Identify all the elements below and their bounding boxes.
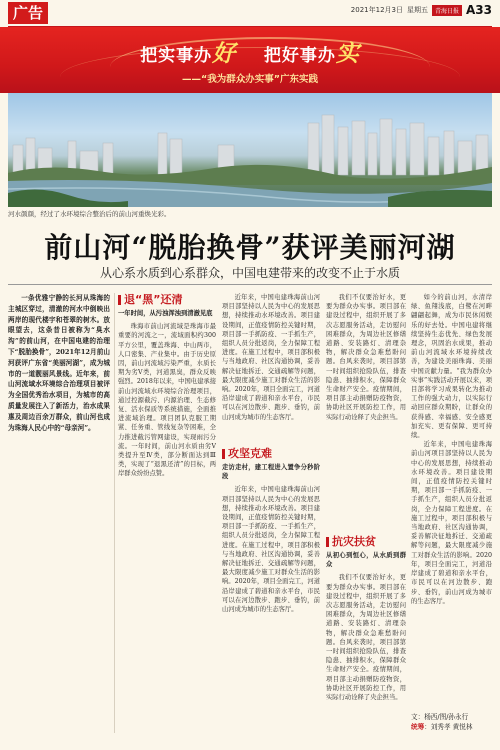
page-number: A33 <box>466 3 492 17</box>
section-title: 退“黑”还清 <box>124 293 183 306</box>
column-divider <box>114 293 115 733</box>
river-photo <box>8 93 492 207</box>
section-marker <box>326 537 329 547</box>
slogan-part: 把好事办 <box>263 46 336 66</box>
credit-names: 刘秀孝 黄悦林 <box>430 723 473 731</box>
article-column <box>222 293 320 713</box>
body-paragraph: 珠海市前山河流域是珠海市最重要的河流之一，流域面积约300平方公里，覆盖珠海、中山两市，人口密集、产业集中。由于历史原因，前山河流域污染严重，水质长期为劣Ⅴ类，河道黑臭，群众反映强烈。2018年以来，中国电建承接前山河流域水环境综合治理项目，通过控源截污、内源治理、生态修复、活水保质等系统措施，全面推进流域治理。项目团队克服工期紧、任务重、管线复杂等困难，全力推进截污管网建设，实现雨污分流。一年时间，前山河水质由劣Ⅴ类提升至Ⅳ类，部分断面达到Ⅲ类，实现了“退黑还清”的目标，两岸群众纷纷点赞。 <box>118 323 216 478</box>
lead-paragraph: 一条优雅宁静的长河从珠海的主城区穿过，清澈的河水中倒映出两岸的现代楼宇和苍翠的树木。放眼望去，这条昔日被称为“臭水沟”的前山河，在中国电建的治理下“脱胎换骨”，2021年12月前山河获评广东省“美丽河湖”，成为城市的一道靓丽风景线。近年来，前山河流域水环境综合治理项目被评为全国优秀治水项目，为城市的高质量发展注入了新活力，治水成果惠及周边百余万群众，前山河也成为珠海人民心中的“母亲河”。 <box>8 294 110 432</box>
dateline <box>351 3 492 17</box>
section-subtitle: 从初心到恒心，从水质到群众 <box>326 552 406 569</box>
banner-slogan <box>0 35 500 68</box>
section-marker <box>222 449 225 459</box>
slogan-highlight: 好 <box>212 41 237 67</box>
body-paragraph: 我们不仅要治好水，更要为群众办实事。项目部在建设过程中，组织开展了多次志愿服务活动，走访慰问困难群众，为周边社区修缮道路、安装路灯、清理杂物，解决群众急难愁盼问题。台风来袭时，项目部第一时间组织抢险队伍，排查隐患、抽排积水，保障群众生命财产安全。疫情期间，项目部主动捐赠防疫物资，协助社区开展防控工作，用实际行动诠释了央企担当。 <box>326 574 406 702</box>
article-lead <box>8 293 110 713</box>
photo-caption: 河水颜颜，经过了水环境综合整治后的前山河重焕光彩。 <box>8 210 171 218</box>
section-title: 攻坚克难 <box>228 447 272 460</box>
section-title: 抗灾扶贫 <box>332 535 376 548</box>
article-subtitle: 从心系水质到心系群众，中国电建带来的改变不止于水质 <box>99 266 400 280</box>
slogan-highlight: 实 <box>335 41 360 67</box>
section-heading <box>326 535 406 549</box>
issue-weekday: 星期五 <box>406 6 428 14</box>
section-heading <box>118 293 216 307</box>
ad-section-tag: 广告 <box>8 2 48 24</box>
body-paragraph: 近年来，中国电建珠海前山河项目部坚持以人民为中心的发展思想，持续推动水环境改善。项目建设期间，正值疫情防控关键时期，项目部一手抓防疫、一手抓生产，组织人员分批返岗，全力保障工程进度。在施工过程中，项目部积极与当地政府、社区沟通协调，妥善解决征地拆迁、交通疏解等问题，最大限度减少施工对群众生活的影响。2020年，项目全面完工，河道沿岸建成了碧道和亲水平台，市民可以在河边散步、跑步、垂钓，前山河成为城市的生态客厅。 <box>411 441 492 605</box>
article-column <box>326 293 406 713</box>
body-paragraph: 近年来，中国电建珠海前山河项目部坚持以人民为中心的发展思想，持续推动水环境改善。项目建设期间，正值疫情防控关键时期，项目部一手抓防疫、一手抓生产，组织人员分批返岗，全力保障工程进度。在施工过程中，项目部积极与当地政府、社区沟通协调，妥善解决征地拆迁、交通疏解等问题，最大限度减少施工对群众生活的影响。2020年，项目全面完工，河道沿岸建成了碧道和亲水平台，市民可以在河边散步、跑步、垂钓，前山河成为城市的生态客厅。 <box>222 486 320 614</box>
section-subtitle: 走访走村，建工程进入置争分秒阶段 <box>222 464 320 481</box>
headline-rule <box>8 284 492 285</box>
article-column <box>411 293 492 705</box>
article-column <box>118 293 216 713</box>
issue-date: 2021年12月3日 <box>350 6 403 14</box>
paper-logo: 青海日报 <box>432 5 462 16</box>
credit-label: 统筹 <box>411 723 425 731</box>
section-subtitle: 一年时间，从污浊浑浊到清澈见底 <box>118 310 213 317</box>
credit-label: 文 <box>411 713 418 721</box>
body-paragraph: 近年来，中国电建珠海前山河项目部坚持以人民为中心的发展思想，持续推动水环境改善。项目建设期间，正值疫情防控关键时期，项目部一手抓防疫、一手抓生产，组织人员分批返岗，全力保障工程进度。在施工过程中，项目部积极与当地政府、社区沟通协调，妥善解决征地拆迁、交通疏解等问题，最大限度减少施工对群众生活的影响。2020年，项目全面完工，河道沿岸建成了碧道和亲水平台，市民可以在河边散步、跑步、垂钓，前山河成为城市的生态客厅。 <box>222 294 320 421</box>
body-paragraph: 我们不仅要治好水，更要为群众办实事。项目部在建设过程中，组织开展了多次志愿服务活动，走访慰问困难群众，为周边社区修缮道路、安装路灯、清理杂物，解决群众急难愁盼问题。台风来袭时，项目部第一时间组织抢险队伍，排查隐患、抽排积水，保障群众生命财产安全。疫情期间，项目部主动捐赠防疫物资，协助社区开展防控工作，用实际行动诠释了央企担当。 <box>326 294 406 421</box>
article-credit: 文：杨西/图/孙永行 统筹：刘秀孝 黄悦林 <box>411 713 473 731</box>
banner-subtitle: ——“我为群众办实事”广东实践 <box>182 74 318 85</box>
article-title: 前山河“脱胎换骨”获评美丽河湖 <box>44 231 456 264</box>
section-heading <box>222 447 320 461</box>
section-marker <box>118 295 121 305</box>
body-paragraph: 如今的前山河，水清岸绿、鱼翔浅底，白鹭在河畔翩翩起舞，成为市民休闲娱乐的好去处。中国电建将继续坚持生态优先、绿色发展理念，巩固治水成果，推动前山河流域水环境持续改善，为建设美丽珠海、美丽中国贡献力量。“我为群众办实事”实践活动开展以来，项目部将学习成果转化为推动工作的强大动力，以实际行动回应群众期盼，让群众的获得感、幸福感、安全感更加充实、更有保障、更可持续。 <box>411 294 492 440</box>
credit-names: 杨西/图/孙永行 <box>424 713 469 721</box>
campaign-banner <box>0 27 500 93</box>
slogan-part: 把实事办 <box>140 46 213 66</box>
